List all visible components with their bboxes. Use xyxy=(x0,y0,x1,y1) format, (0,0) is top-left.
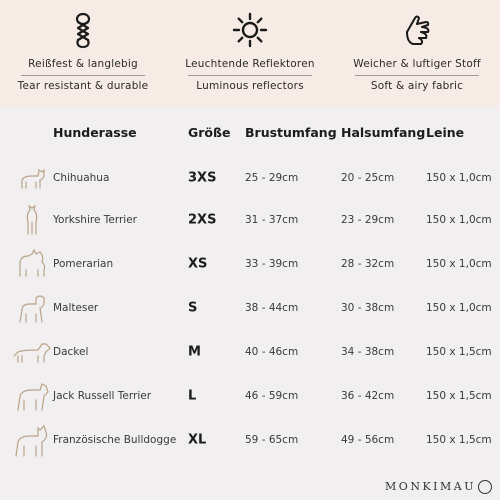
feature-fabric-de: Weicher & luftiger Stoff xyxy=(353,58,481,70)
brand-logo xyxy=(385,480,492,494)
divider xyxy=(355,75,479,76)
breed-name: Yorkshire Terrier xyxy=(53,214,137,226)
size-value: 2XS xyxy=(188,212,217,228)
neck-value: 36 - 42cm xyxy=(341,390,395,402)
leash-value: 150 x 1,0cm xyxy=(426,258,492,270)
neck-value: 49 - 56cm xyxy=(341,434,395,446)
feature-reflectors xyxy=(167,0,333,107)
feature-reflectors-de: Leuchtende Reflektoren xyxy=(185,58,315,70)
leash-value: 150 x 1,0cm xyxy=(426,214,492,226)
chest-value: 25 - 29cm xyxy=(245,172,299,184)
breed-name: Französische Bulldogge xyxy=(53,434,177,446)
maltese-icon xyxy=(12,288,52,328)
breed-name: Dackel xyxy=(53,346,89,358)
table-row xyxy=(0,332,500,372)
jack-russell-icon xyxy=(12,376,52,416)
feature-fabric-en: Soft & airy fabric xyxy=(370,80,464,92)
features-banner xyxy=(0,0,500,107)
neck-value: 23 - 29cm xyxy=(341,214,395,226)
header-size: Größe xyxy=(188,125,231,140)
divider xyxy=(21,75,145,76)
feature-reflectors-en: Luminous reflectors xyxy=(196,80,304,92)
chest-value: 46 - 59cm xyxy=(245,390,299,402)
header-neck: Halsumfang xyxy=(341,125,426,140)
dachshund-icon xyxy=(12,332,52,372)
leash-value: 150 x 1,0cm xyxy=(426,172,492,184)
breed-name: Jack Russell Terrier xyxy=(53,390,152,402)
header-chest: Brustumfang xyxy=(245,125,337,140)
size-value: XS xyxy=(188,256,208,272)
size-value: S xyxy=(188,300,198,316)
neck-value: 30 - 38cm xyxy=(341,302,395,314)
brand-name: MONKIMAU xyxy=(385,480,476,493)
monkey-logo-icon xyxy=(478,480,492,494)
leash-value: 150 x 1,5cm xyxy=(426,346,492,358)
feature-fabric xyxy=(334,0,500,107)
neck-value: 20 - 25cm xyxy=(341,172,395,184)
header-breed: Hunderasse xyxy=(53,125,137,140)
chest-value: 33 - 39cm xyxy=(245,258,299,270)
feature-durable-en: Tear resistant & durable xyxy=(17,80,149,92)
breed-name: Chihuahua xyxy=(53,172,110,184)
yorkshire-terrier-icon xyxy=(12,200,52,240)
size-value: 3XS xyxy=(188,170,217,186)
header-leash: Leine xyxy=(426,125,465,140)
chest-value: 40 - 46cm xyxy=(245,346,299,358)
breed-name: Malteser xyxy=(53,302,99,314)
size-value: XL xyxy=(188,432,207,448)
table-row xyxy=(0,244,500,284)
hand-feel-icon xyxy=(397,10,437,50)
neck-value: 34 - 38cm xyxy=(341,346,395,358)
chest-value: 31 - 37cm xyxy=(245,214,299,226)
leash-value: 150 x 1,5cm xyxy=(426,434,492,446)
leash-value: 150 x 1,0cm xyxy=(426,302,492,314)
table-row xyxy=(0,288,500,328)
chest-value: 38 - 44cm xyxy=(245,302,299,314)
chihuahua-icon xyxy=(12,158,52,198)
feature-durable-de: Reißfest & langlebig xyxy=(28,58,138,70)
size-value: M xyxy=(188,344,201,360)
table-row xyxy=(0,420,500,460)
table-row xyxy=(0,376,500,416)
size-value: L xyxy=(188,388,197,404)
neck-value: 28 - 32cm xyxy=(341,258,395,270)
chest-value: 59 - 65cm xyxy=(245,434,299,446)
leash-value: 150 x 1,5cm xyxy=(426,390,492,402)
french-bulldog-icon xyxy=(12,420,52,460)
rope-icon xyxy=(63,10,103,50)
table-row xyxy=(0,200,500,240)
feature-durable xyxy=(0,0,166,107)
sun-icon xyxy=(230,10,270,50)
pomeranian-icon xyxy=(12,244,52,284)
divider xyxy=(188,75,312,76)
breed-name: Pomerarian xyxy=(53,258,114,270)
table-row xyxy=(0,158,500,198)
